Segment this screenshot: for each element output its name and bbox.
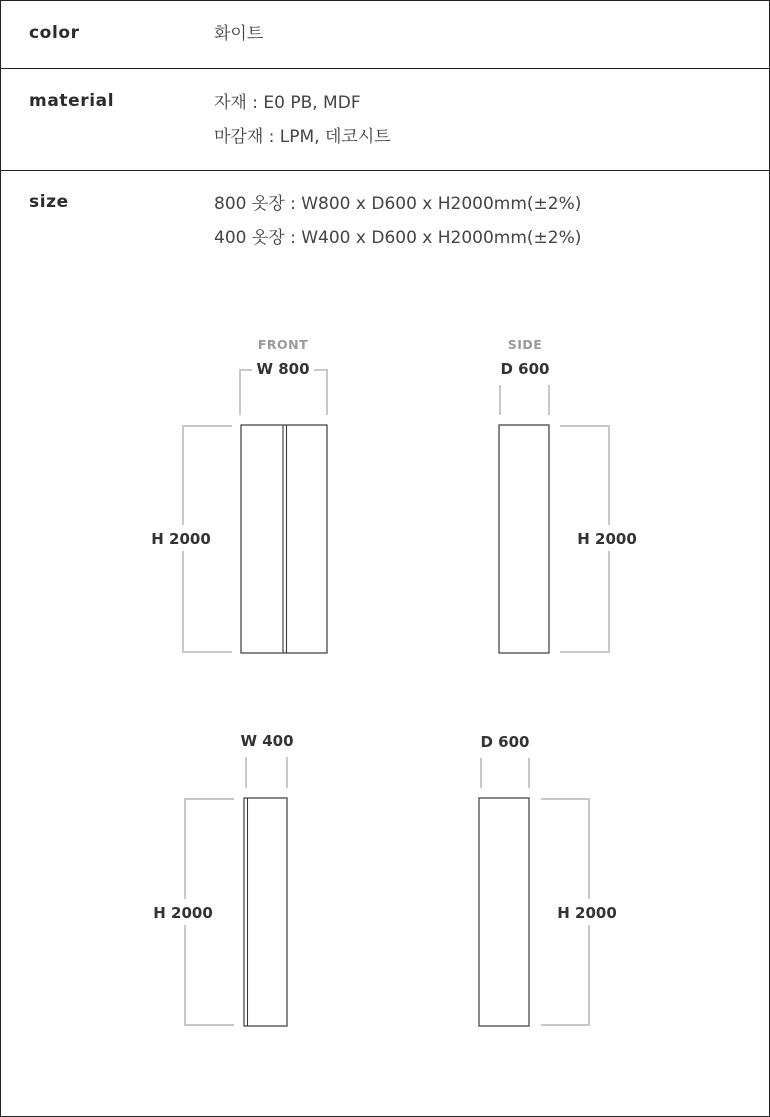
d600-400-depth-label: D 600 (480, 733, 530, 751)
color-value: 화이트 (214, 24, 264, 44)
material-label: material (29, 91, 115, 111)
h2000-400-side-label: H 2000 (557, 904, 617, 922)
material-line-2: 마감재 : LPM, 데코시트 (214, 127, 391, 147)
color-label: color (29, 23, 80, 43)
size-line-1: 800 옷장 : W800 x D600 x H2000mm(±2%) (214, 194, 582, 214)
dimension-drawing (1, 1, 769, 1116)
cabinet-400-front (244, 798, 287, 1026)
w800-width-label: W 800 (256, 360, 310, 378)
material-line-1: 자재 : E0 PB, MDF (214, 93, 361, 113)
front-view-label: FRONT (257, 337, 309, 352)
size-line-2: 400 옷장 : W400 x D600 x H2000mm(±2%) (214, 228, 582, 248)
size-label: size (29, 192, 69, 212)
h2000-front-label: H 2000 (151, 530, 211, 548)
cabinet-800-front (241, 425, 327, 653)
h2000-400-front-label: H 2000 (153, 904, 213, 922)
cabinet-400-side (479, 798, 529, 1026)
d600-depth-label: D 600 (500, 360, 550, 378)
d600-depth-bracket (500, 385, 549, 415)
d600-400-depth-bracket (481, 758, 529, 788)
cabinet-800-side (499, 425, 549, 653)
side-view-label: SIDE (507, 337, 543, 352)
h2000-side-label: H 2000 (577, 530, 637, 548)
w400-width-label: W 400 (240, 732, 294, 750)
w400-width-bracket (246, 757, 287, 788)
